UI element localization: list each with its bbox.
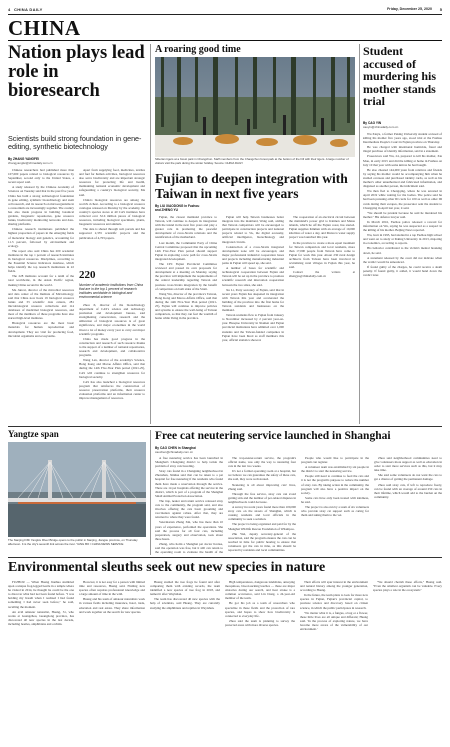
bio-paragraph: China has made good progress in the construction and research of such resource thanks to the support of a number of national repositories, research and development, and collaborative programs. bbox=[79, 336, 145, 358]
fujian-paragraph: Wang Wu, director of the province's Taiwan, Hong Kong and Macao Affairs Office, said that during the 14th Five-Year Plan period (2021-25), Fujian will continue to improve policies and systems to ensure the well-being of Taiwan compatriots, so that they can feel the warmth of home while living in the province. bbox=[155, 291, 217, 321]
fujian-paragraph: In the province to create a more equal treatment for Taiwan compatriots and local residents, more than 17,000 people from Taiwan have come to Fujian for work this year. About 230 rural design architects from Taiwan have been involved in revitalizing rural villages in Fujian this year, he said. bbox=[289, 240, 355, 270]
environment-paragraph: Huang and his team of amateur naturalists work in various fields including insurance, hotel, trade, education and real estate. They share information and work together on the search for new species. bbox=[79, 597, 145, 614]
bio-paragraph: A study released by the Chinese Academy of Sciences on Tuesday said that in the past five years China has built a strong technological foundation in gene editing, synthetic biotechnology and stem cell research, and its research on microorganisms in a consortium are increasingly together. The country has also made progress in building botanical gardens, biogenetic repositories, gene resource banks, biodiversity monitoring networks and data-sharing platforms. bbox=[8, 185, 74, 227]
forest-headline: A roaring good time bbox=[155, 44, 241, 55]
environment-paragraph: Their efforts will spur interest in the environment and natural history among the younger generation, according to Huang. bbox=[300, 580, 368, 593]
student-headline: Student accused of murdering his mother stands trial bbox=[363, 44, 437, 109]
environment-paragraph: In the future, the team plans to look for more new species in Fujian, Fujian's provincial capital, to promote science and discovery based on citizen science, in which the public participates in research. bbox=[300, 593, 368, 610]
bio-paragraph: Apart from supplying food, medicines, textiles and fuel for human activities, biological resources also serve biodiversity and are important strategic resources for protecting life and health, maintaining national economic development and safeguarding a country's biological security, Ma said. bbox=[79, 168, 145, 197]
forest-caption: Siberian tigers at a forest park in Changchun. Staff members from the Changchun forest park at the bottom of the hill with their tigers. A large number of visitors visit the park during the winter holiday. Source: CHINA DAILY bbox=[155, 158, 349, 165]
mid-page-rule bbox=[8, 426, 442, 427]
bio-column-2b bbox=[79, 303, 145, 421]
bio-paragraph: Ma Juncai, director of the microbial resources and data center of the Institute of Microbiology, said that China now hosts 19 biological resource banks and 33 scientific data centers, 281 microbiological resource collections and 114 databases of medicinal biological resources, and most of the members of these programs have also started high-level institutes. bbox=[8, 287, 74, 321]
environment-paragraph: The team has discovered 40 new species with the help of scientists, said Huang. They are currently studying the amphibians and reptiles in Wuyishan. bbox=[150, 597, 220, 610]
bio-paragraph: The report also said China has 200 academic institutes in the top 1 percent of research institutes in biological resources. Disciplines, according to the Essential Science Indicators database, which helps identify the top research institutions in 22 fields. bbox=[8, 248, 74, 274]
environment-paragraph: "We should cherish these efforts," Huang said. "Even the smallest organism can be valuable. Every species plays a role in the ecosystem." bbox=[373, 580, 442, 593]
section-title: CHINA bbox=[8, 16, 81, 40]
environment-column-3 bbox=[150, 580, 220, 742]
fujian-paragraph: A number of bases for scientific and technological cooperation between Fujian and Taiwan will be set up in the province to promote scientific research and innovation cooperation between the two sides, she said. bbox=[222, 266, 284, 287]
fujian-headline: Fujian to deepen integration with Taiwan in next five years bbox=[155, 171, 348, 201]
environment-headline: Environmental sleuths seek out new species in nature bbox=[8, 560, 326, 575]
shanghai-paragraph: It's not a formal operating room at a hospital, but we believe we can guarantee the safety of these cats, she said, they were well-treated. bbox=[228, 469, 296, 482]
publication-name: CHINA DAILY bbox=[14, 7, 43, 12]
student-paragraph: Prosecutors said Wu, 24, prepared to kill his mother, Xie Mou, in early 2015 and did the killing at home in Fuzhou on July 10 that year with some knives he had bought. bbox=[363, 154, 442, 167]
fujian-paragraph: The cooperation of an electrical circuit between the mainland's power grid to Kinmen and Matsu islands, which lie off the Fujian coast, has started. Fujian supplies Kinmen with an average of 10,000 kilolitres of water a day, and Matsu is water supply project was launched this year. bbox=[289, 215, 355, 240]
student-paragraph: Wu, born in 1995, had studied in a top Fuzhou high school and went on to study at Peking University in 2013, majoring in economics, according to reports. bbox=[363, 233, 442, 246]
environment-paragraph: However, it is not easy for a person with limited time and resources, Huang said. Finding new species often requires professional knowledge and a large amount of time in the wild. bbox=[79, 580, 145, 597]
shanghai-paragraph: The trap, neuter and return service released stray cats to the community, the program said, and also involves offering the cats basic grooming and vaccination against rabies. After that, they are returned to where they were found. bbox=[155, 498, 223, 520]
shanghai-paragraph: A free neutering service has been launched in Shanghai's Changning district to help tackle the problem of stray cats breeding. bbox=[155, 456, 223, 469]
student-paragraph: Wu then fled to Chongqing, where he was arrested in April 2019 while waiting for the bodies. The police said he had been pursuing other ID cards for 100 as well as other ID cards during their escapes, the prosecutor sent the student to Chongqing in April last year, it said. bbox=[363, 189, 442, 210]
issue-date: Friday, December 25, 2020 bbox=[387, 7, 432, 11]
environment-paragraph: "No matter what it is, a fungus, a bug or a flower, these little lives are all unique and different; Huang said. 'In the process of exploring nature, we have become more aware of the vulnerability of our environment.' bbox=[300, 610, 368, 632]
shanghai-paragraph: Neutering is all about improving cats' lives, Zhang said. bbox=[228, 482, 296, 491]
bio-email: zhangyangfei@chinadaily.com.cn bbox=[8, 161, 53, 165]
shanghai-paragraph: Some cats have only been treated with kindness, he said. bbox=[301, 495, 369, 504]
section-rule bbox=[8, 40, 442, 41]
shanghai-paragraph: The trap-neuter-return service, the program's official name, was only the way to neutering four cats in the last two weeks. bbox=[228, 456, 296, 469]
bio-paragraph: Zhou Ji, director of the biotechnology department of CAS's science and technology promotion and development bureau, said strengthening conservation, research and the utilization of biological resources is of great significance, and major economies in the world invest a lot of money every year to carry out major scientific programs. bbox=[79, 303, 145, 336]
page-number: 4 bbox=[8, 7, 11, 12]
bio-paragraph: CAS has also launched a biological resources program that reinforces the construction of resource preservation platforms, their resource evaluation platforms and an information center to improve management of resources. bbox=[79, 379, 145, 401]
shanghai-column-2 bbox=[228, 456, 296, 554]
student-column bbox=[363, 132, 442, 422]
shanghai-paragraph: The project is also run by a team of six volunteers who provide stray cat support such as caring for them and taking them to the vet. bbox=[301, 505, 369, 518]
environment-paragraph: He got his job as a team of researchers who specialize in these fields and the protection of rare species, and hopes to show how biodiversity is connected to everyday life. bbox=[225, 601, 295, 618]
shanghai-paragraph: Zhou said neighborhood communities need to give volunteers more support as well as education in order to start more services such as this, but it may take time. bbox=[374, 456, 442, 473]
shanghai-column-4 bbox=[374, 456, 442, 554]
bio-subhead: Scientists build strong foundation in gene-editing, synthetic biotechnology bbox=[8, 134, 142, 151]
student-email: caoyin@chinadaily.com.cn bbox=[363, 125, 399, 129]
shanghai-paragraph: Zhu Wei, deputy secretary-general of the association, said the program ensures the cats can be reached in time for public hearing to ensure that volunteers get the cats in time, as this should be reported by residents and local communities. bbox=[228, 531, 296, 552]
fujian-column-3 bbox=[289, 215, 355, 420]
shanghai-paragraph: A volunteer team was established by six people in the district to start the neutering service. bbox=[301, 465, 369, 474]
shanghai-paragraph: Zhou said stray cats, if left to reproduce freely, can be found with an average of around 250 cats in their lifetime, which would add to the burden on the community. bbox=[374, 482, 442, 499]
environment-paragraph: Zhou said the team is planning to survey the protected areas with more diverse species. bbox=[225, 618, 295, 627]
bio-headline: Nation plays lead role in bioresearch bbox=[8, 43, 145, 101]
bio-paragraph: Chinese researchers had published more than 107,000 papers related to biological resources by September, second only to the United States, a recent report said. bbox=[8, 168, 74, 185]
forest-scene-image bbox=[155, 57, 355, 157]
bio-paragraph: Chinese research institutions published the highest proportion of papers in the emerging fields of molecular biology and genetics, accounting for 11.3 percent, followed by environment and ecology. bbox=[8, 227, 74, 248]
bio-column-2 bbox=[79, 168, 145, 270]
student-paragraph: Wu Xieyu, a former Peking University student accused of killing his mother five years ago, stood trial at the Fuzhou Intermediate People's Court in Fujian province on Thursday. bbox=[363, 132, 442, 145]
bio-paragraph: China's biological resources are among the world's richest. According to a biological resource catalogue released on Monday by the academy, the country's species stores at 40 CAS institutes have collected over 32.6 million pieces of biological resources, including biological specimens, plants, biogenetic resources and animals. bbox=[79, 197, 145, 227]
bio-paragraph: Wang Lan, director of the academy's Science, Hong Kong and Macao Affairs Office, said that during the 14th Five-Year Plan period (2021-25), CAS will continue to strengthen resources for biological security. bbox=[79, 358, 145, 379]
environment-column-1 bbox=[8, 580, 74, 742]
column-rule-right bbox=[359, 44, 360, 424]
shanghai-paragraph: A survey in recent years found more than 100,000 stray cats on the streets of Shanghai, which is causing residents and local officials in the community to seek a solution. bbox=[228, 505, 296, 522]
student-paragraph: "We should be prudent because he said he murdered his mother." His defence lawyer said. bbox=[363, 210, 442, 219]
environment-paragraph: Huang studied the tree frogs he found and after comparing them with existing records, the team identified a new species of tree frog in 2018, and named it after Wuyishan. bbox=[150, 580, 220, 597]
bio-column-1 bbox=[8, 168, 74, 421]
bio-paragraph: Biological resources are the most basic materials for human reproduction and development. They are vital for producing food, microbial organisms and ecosystems. bbox=[8, 321, 74, 338]
shanghai-column-3 bbox=[301, 456, 369, 554]
bio-pull-number: 220 bbox=[79, 269, 96, 281]
shanghai-paragraph: Zhang, who holds a Shanghai pet doctor license, said the operation was free, but it still can return to the operating room to evaluate the health of the bbox=[155, 541, 223, 554]
shanghai-paragraph: People who would like to participate in the program can register. bbox=[301, 456, 369, 465]
shanghai-paragraph: Veterinarian Zhang Xin, who has more than 10 years of experience, performed the operations. She said the process for all four cats, including preparation, surgery and observation, took about three hours. bbox=[155, 520, 223, 541]
masthead-rule bbox=[8, 14, 442, 15]
shanghai-column-1 bbox=[155, 456, 223, 554]
environment-column-2 bbox=[79, 580, 145, 742]
yangtze-caption: The Nanjing Fifth Yangtze River Bridge opens to the public in Nanjing, Jiangsu province, on Thursday afternoon. It is the city's seventh link across the river. YANG BO / CHINA NEWS SERVICE bbox=[8, 539, 138, 546]
environment-column-6 bbox=[373, 580, 442, 742]
shanghai-paragraph: She said some volunteers do not want the cats to get a chance of getting the permanent damage. bbox=[374, 473, 442, 482]
fujian-column-2 bbox=[222, 215, 284, 420]
forest-photo bbox=[155, 57, 355, 157]
fujian-byline-2: and ZHENG YU bbox=[155, 208, 178, 212]
environment-column-4 bbox=[225, 580, 295, 742]
fujian-paragraph: Xu Li, Party secretary of Fujian, said that in recent years Fujian has deepened its integration with Taiwan this year and accelerated the building of the province into the first home for Taiwan residents and businesses on the mainland. bbox=[222, 287, 284, 313]
column-rule-mid-left bbox=[150, 430, 151, 555]
bio-byline: By ZHANG YANGFEI bbox=[8, 157, 39, 161]
bio-paragraph: The data is shared through web portals and has supported 2,335 scientific projects and the publication of 4,703 papers. bbox=[79, 227, 145, 240]
student-paragraph: A statement released by the court did not indicate when the verdict would be announced. bbox=[363, 255, 442, 264]
shanghai-byline: By CAO CHEN in Shanghai bbox=[155, 446, 196, 450]
bridge-image bbox=[8, 442, 146, 537]
environment-paragraph: High temperatures, dangerous landslides, annoying mosquitoes, blood-sucking leeches — these are major obstacles during our search, and heat stroke is a common occurrence, said Lin Dong, a 24-year-old member of the team. bbox=[225, 580, 295, 601]
student-paragraph: In March 2016, Fuzhou police released a reward for information on Wu, saying he was suspected as a suspect in the killing of his mother. Beijing News reported. bbox=[363, 219, 442, 233]
yangtze-photo bbox=[8, 442, 146, 537]
fujian-paragraph: Construction of a cross-Straits integrated development zone will be encouraged, and major professional industrial cooperation bases and projects including manufacturing industrial parks in Fujian will speed up, she said. bbox=[222, 244, 284, 266]
student-paragraph: If found guilty of the charges, he could receive a death penalty. If found guilty, it added, it would hand down the verdict later. bbox=[363, 264, 442, 277]
yangtze-label: Yangtze span bbox=[8, 429, 59, 439]
fujian-paragraph: Last month, the Communist Party of China Central Committee proposed that the upcoming 14th Five-Year Plan period should support Fujian in exploring a new path for cross-Straits integrated development. bbox=[155, 240, 217, 261]
student-byline: By CAO YIN bbox=[363, 121, 382, 125]
student-paragraph: His behavior contributed to the victim's mental breaking down, he said. bbox=[363, 246, 442, 255]
shanghai-email: caochen@chinadaily.com.cn bbox=[155, 450, 194, 454]
fujian-paragraph: Taiwan residents flew to Fujian from January to November increased by 2 percent year-on-year. Huaqiao University in Xiamen and Fujian provincial institutions have admitted over 1,000 students and the Taiwan-funded companies in Fujian have been hired as staff members this year, official statistics showed. bbox=[222, 313, 284, 342]
column-rule-left bbox=[150, 44, 151, 424]
shanghai-paragraph: Stray cats found in a Changning neighborhood in Zhonshan, Xinhua said that can be taken to a pet hospital for free neutering if the residents who found them have made a reservation through the service. There are 14 pet hospitals offering the service in the district, which is part of a program of the Shanghai Small Animal Protection Association. bbox=[155, 469, 223, 498]
student-paragraph: He also cheated 144,000 yuan from relatives and friends by saying his mother would be accompanying him when he studied overseas and purchased identity cards, as well as his mother's other unauthorized and fabricated information, and disguised as another person, the indictment said. bbox=[363, 167, 442, 189]
fujian-byline: By LIU XIAODONG in Fuzhou bbox=[155, 204, 200, 208]
environment-column-5 bbox=[300, 580, 368, 742]
page-right-number: 5 bbox=[439, 7, 442, 12]
student-paragraph: He was charged with intentional homicide, fraud and illegal purchase of identity information, said in a statement. bbox=[363, 145, 442, 154]
fujian-column-1 bbox=[155, 215, 217, 420]
environment-paragraph: An avid amateur naturalist, Huang, 31, who works at Guangzhou, Guangdong province, has discovered 40 new species in the last decade, including beetles, amphibians and orchids. bbox=[8, 609, 74, 626]
shanghai-headline: Free cat neutering service launched in Shanghai bbox=[155, 430, 391, 442]
shanghai-paragraph: The project is being organized and paid for by the Shanghai Wildlife Rescue Foundation of Whampoa. bbox=[228, 522, 296, 531]
shanghai-paragraph: People still need to continue to feed the cats and it is not the program's purpose to reduce the number of stray cats. By taking action in the community, the program will also have a positive impact on the society. bbox=[301, 474, 369, 495]
fujian-paragraph: Contact the writers at zhengyu@chinadaily.com.cn bbox=[289, 270, 355, 279]
fujian-paragraph: Fujian will help Taiwan businesses better integrate into the mainland, Wang said, adding that Taiwan compatriots will be encouraged to participate in construction projects and national projects related to 5G, the digital economy, artificial intelligence, biotechnology and integrated circuits. bbox=[222, 215, 284, 244]
bio-pull-text: Number of academic institutions from China that are in the top 1 percent of research institutes worldwide in biological and environmental science bbox=[79, 283, 143, 300]
fujian-paragraph: The CPC Fujian Provincial Committee reviewed and passed its own proposals for development at a meeting on Monday, saying the province will implement the requirements of the central leadership regarding Taiwan and promote cross-Straits integration by the benefit of compatriots on both sides of the Strait. bbox=[155, 262, 217, 291]
fujian-paragraph: Fujian, the closest mainland province to Taiwan, will continue to deepen its integration with the island in the next five years and play a greater role in promoting the peaceful development of cross-Straits relations and the reunification of the motherland. bbox=[155, 215, 217, 240]
environment-paragraph: FUZHOU — When Huang Jianhua stumbled upon a unique frog-legged beetle in a temple where he visited in 2014, he thought he could be the one to discover what had not been found before. "I was holding my breath when I realized I had found something I had never seen before," he said, recalling the moment. bbox=[8, 580, 74, 609]
bio-paragraph: The 228 institutes account for a tenth of the total worldwide, in the Asian Pacific region, making China second in the world. bbox=[8, 274, 74, 287]
bottom-story-rule bbox=[8, 557, 442, 558]
shanghai-paragraph: Through the free service, stray cats can avoid getting sick and the number of pet-related disputes in neighborhoods could decrease. bbox=[228, 491, 296, 504]
